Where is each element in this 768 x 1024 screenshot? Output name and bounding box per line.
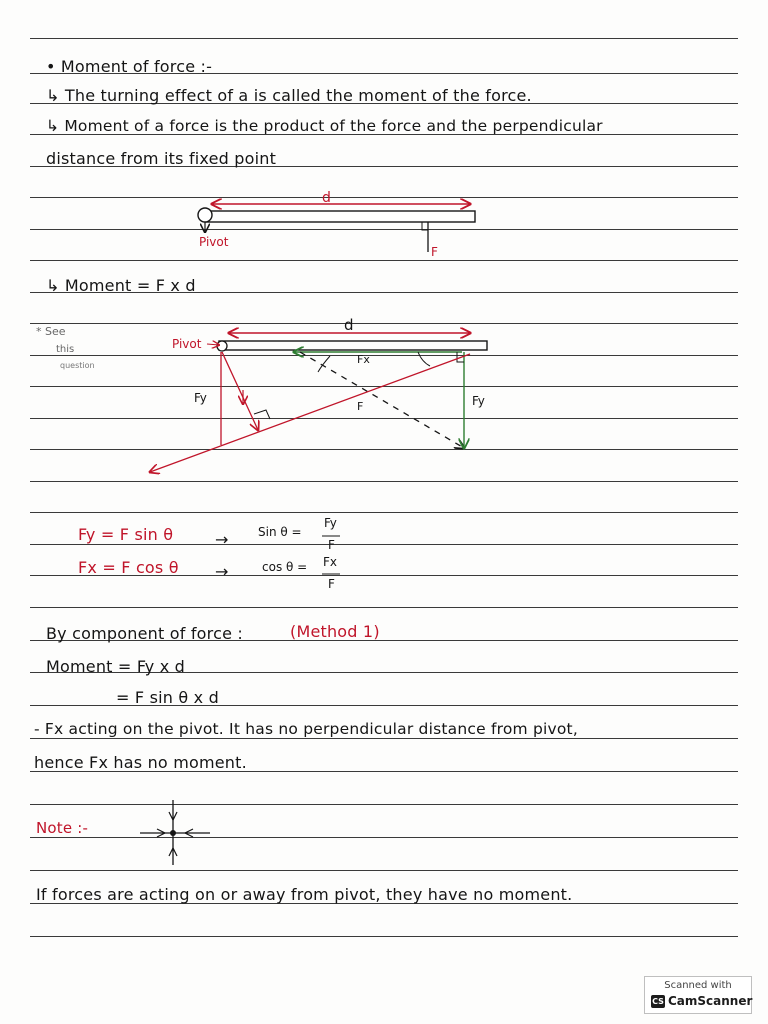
moment-derivation: Moment = Fy x d <box>46 657 186 676</box>
camscanner-watermark <box>644 976 752 1014</box>
margin-note: question <box>60 361 95 370</box>
margin-note: * See <box>36 325 66 338</box>
moment-equation: ↳ Moment = F x d <box>46 276 196 295</box>
note-label: Note :- <box>36 819 89 837</box>
distance-label: d <box>322 190 331 206</box>
sin-denominator: F <box>328 538 335 552</box>
arrow-glyph: → <box>215 530 229 549</box>
cos-denominator: F <box>328 577 335 591</box>
fy-equation: Fy = F sin θ <box>78 525 174 544</box>
force-label: F <box>357 400 364 413</box>
moment-derivation: = F sin θ x d <box>116 688 219 707</box>
fx-equation: Fx = F cos θ <box>78 558 179 577</box>
lever-bar <box>206 211 475 222</box>
pivot-forces-diagram <box>140 800 210 865</box>
force-label: F <box>431 245 438 259</box>
sin-numerator: Fy <box>324 516 337 530</box>
margin-note: this <box>56 344 75 355</box>
method-tag: (Method 1) <box>290 622 380 641</box>
fy-left-label: Fy <box>194 391 207 405</box>
right-angle-mark <box>422 222 428 230</box>
definition-line: ↳ The turning effect of a is called the moment of the force. <box>46 86 532 105</box>
section-heading: • Moment of force :- <box>46 57 213 76</box>
definition-line: distance from its fixed point <box>46 149 277 168</box>
pivot-point <box>217 341 227 351</box>
fx-explanation: - Fx acting on the pivot. It has no perpendicular distance from pivot, <box>34 720 578 738</box>
fy-right-label: Fy <box>472 394 485 408</box>
lever-bar <box>219 341 487 350</box>
pivot-label: Pivot <box>172 337 202 351</box>
arrow-glyph: → <box>215 562 229 581</box>
line-of-action <box>150 354 470 472</box>
perpendicular-distance <box>222 352 258 430</box>
conclusion-line: If forces are acting on or away from pivot, they have no moment. <box>36 885 573 904</box>
sin-relation: Sin θ = <box>258 525 302 539</box>
distance-label: d <box>344 316 354 334</box>
lever-diagram <box>198 190 475 259</box>
scanned-with-text: Scanned with <box>664 980 732 991</box>
fx-explanation: hence Fx has no moment. <box>34 753 247 772</box>
force-dashed <box>300 352 464 448</box>
angle-arc <box>418 352 430 366</box>
cos-relation: cos θ = <box>262 560 308 574</box>
pivot-label: Pivot <box>199 235 229 249</box>
cos-numerator: Fx <box>323 555 338 569</box>
pivot-dot <box>170 830 176 836</box>
angle-arc <box>318 356 330 372</box>
method-title: By component of force : <box>46 624 244 643</box>
component-diagram <box>36 316 487 472</box>
fx-label: Fx <box>357 353 370 366</box>
definition-line: ↳ Moment of a force is the product of the force and the perpendicular <box>46 117 603 135</box>
pivot-point <box>198 208 212 222</box>
camscanner-brand: CamScanner <box>668 994 753 1008</box>
camscanner-logo-icon: CS <box>652 997 664 1006</box>
right-angle-mark <box>254 410 270 419</box>
